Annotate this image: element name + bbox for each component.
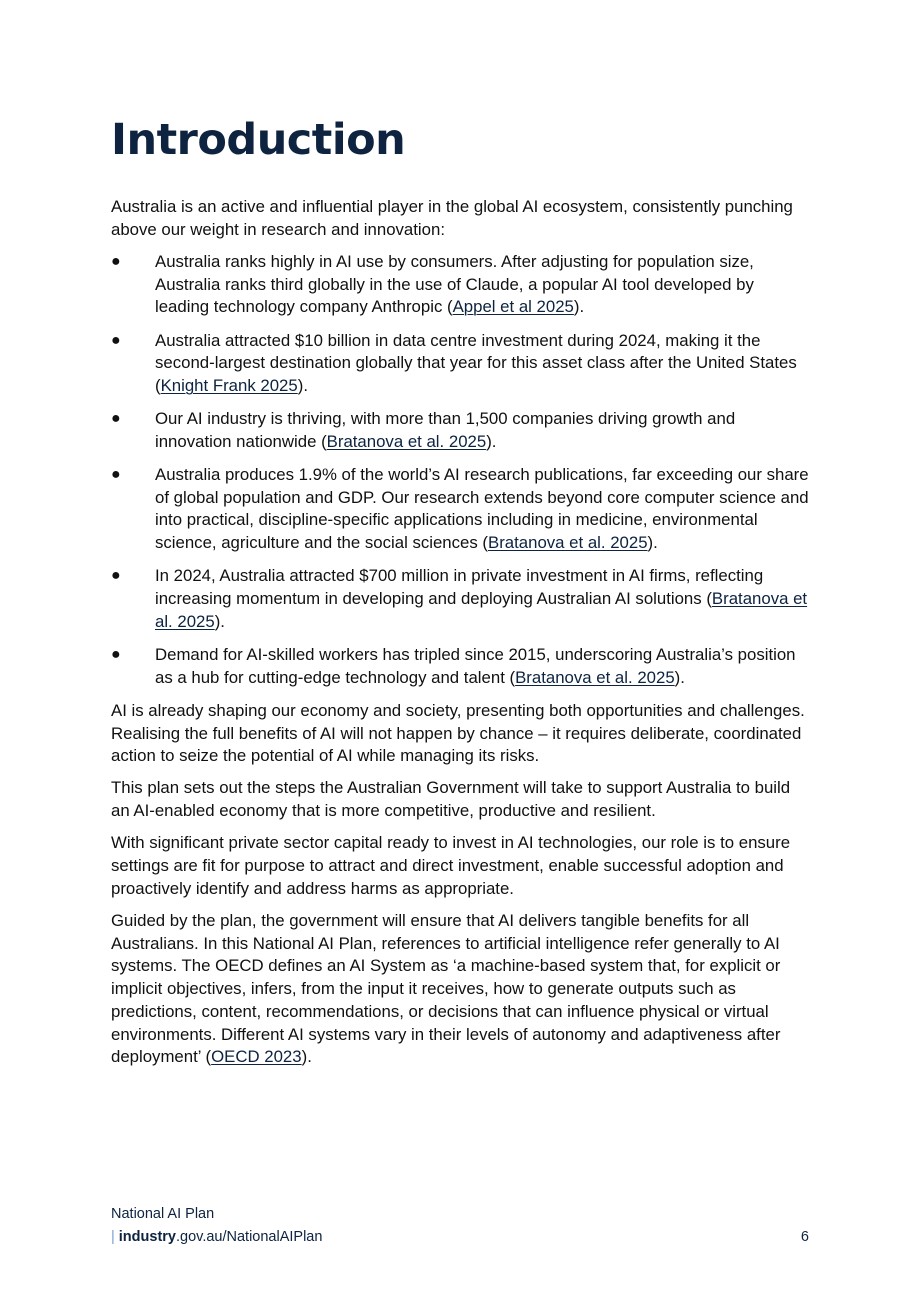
bullet-icon: ● — [111, 410, 121, 428]
highlights-list — [111, 251, 811, 689]
bullet-icon: ● — [111, 567, 121, 585]
body-paragraph: With significant private sector capital ready to invest in AI technologies, our role is to ensure settings are fit for purpose to attract and direct investment, enable successful adoption and proactively identify and address harms as appropriate. — [111, 833, 791, 898]
citation-link[interactable]: Bratanova et al. 2025 — [326, 431, 487, 451]
citation-link[interactable]: Appel et al 2025 — [452, 297, 574, 317]
list-item: ● Australia ranks highly in AI use by consumers. After adjusting for population size, Australia ranks third globally in the use of Claude, a popular AI tool developed by leading technology company Anthropic (Appel et al 2025). — [111, 251, 754, 317]
list-item: ● Australia produces 1.9% of the world’s AI research publications, far exceeding our share of global population and GDP. Our research extends beyond core computer science and into practical, discipline-specific applications including in medicine, environmental science, agriculture and the social sciences (Bratanova et al. 2025). — [111, 465, 809, 553]
bullet-icon: ● — [111, 466, 121, 484]
footer-title: National AI Plan — [111, 1206, 215, 1222]
bullet-icon: ● — [111, 252, 121, 270]
bullet-icon: ● — [111, 331, 121, 349]
page-footer — [111, 1203, 811, 1249]
citation-link[interactable]: OECD 2023 — [211, 1047, 302, 1067]
footer-url-rest: .gov.au/NationalAIPlan — [175, 1229, 323, 1245]
citation-link[interactable]: Knight Frank 2025 — [160, 375, 298, 395]
page-title: Introduction — [111, 115, 406, 165]
body-paragraph: This plan sets out the steps the Australian Government will take to support Australia to build an AI-enabled economy that is more competitive, productive and resilient. — [111, 778, 791, 821]
footer-bar: | — [111, 1229, 115, 1245]
citation-link[interactable]: Bratanova et al. 2025 — [515, 667, 675, 687]
body-paragraph: AI is already shaping our economy and society, presenting both opportunities and challenges. Realising the full benefits of AI will not happen by chance – it requires deliberate, coordinated action to seize the potential of AI while managing its risks. — [111, 700, 805, 766]
list-item: ● Demand for AI-skilled workers has tripled since 2015, underscoring Australia’s position as a hub for cutting-edge technology and talent (Bratanova et al. 2025). — [111, 644, 796, 687]
citation-link[interactable]: Bratanova et al. 2025 — [488, 533, 648, 553]
footer-url — [111, 1225, 811, 1249]
body-text — [111, 196, 811, 1078]
page-number: 6 — [800, 1229, 809, 1245]
list-item: ● Australia attracted $10 billion in data centre investment during 2024, making it the second-largest destination globally that year for this asset class after the United States (Knight Frank 2025). — [111, 330, 797, 395]
body-paragraph: Guided by the plan, the government will ensure that AI delivers tangible benefits for all Australians. In this National AI Plan, references to artificial intelligence refer generally to AI systems. The OECD defines an AI System as ‘a machine-based system that, for explicit or implicit objectives, infers, from the input it receives, how to generate outputs such as predictions, content, recommendations, or decisions that can influence physical or virtual environments. Different AI systems vary in their levels of autonomy and adaptiveness after deployment’ (OECD 2023). — [111, 910, 781, 1067]
list-item: ● In 2024, Australia attracted $700 million in private investment in AI firms, reflecting increasing momentum in developing and deploying Australian AI solutions (Bratanova et al. 2025). — [111, 566, 808, 631]
bullet-icon: ● — [111, 645, 121, 663]
intro-paragraph: Australia is an active and influential player in the global AI ecosystem, consistently punching above our weight in research and innovation: — [111, 197, 793, 239]
list-item: ● Our AI industry is thriving, with more than 1,500 companies driving growth and innovation nationwide (Bratanova et al. 2025). — [111, 409, 736, 451]
footer-url-bold: industry — [118, 1229, 176, 1245]
citation-link[interactable]: Bratanova et al. 2025 — [155, 589, 808, 631]
